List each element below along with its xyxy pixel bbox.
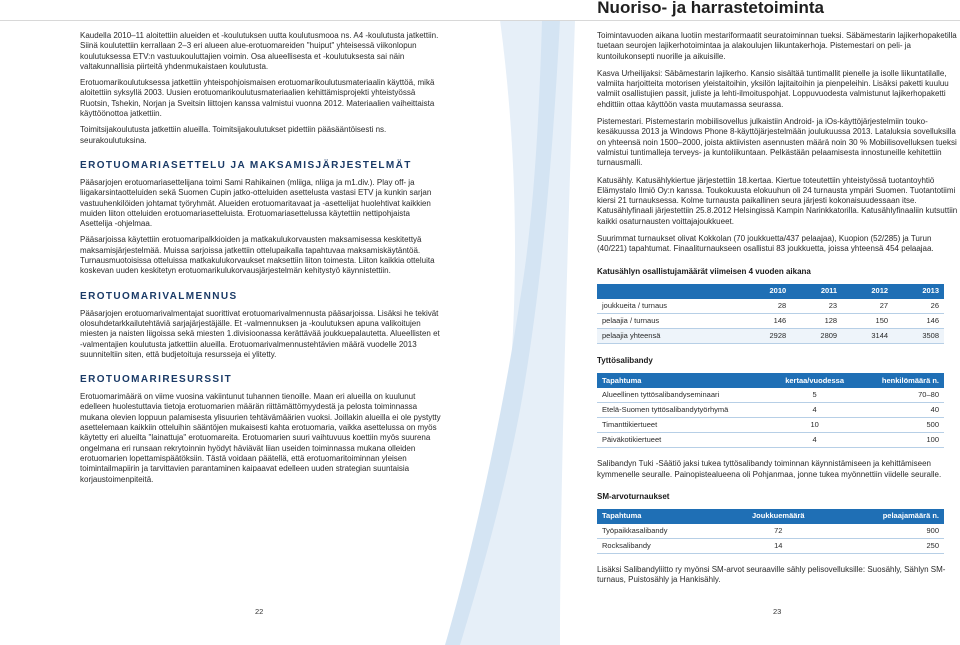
table-cell: 128	[791, 313, 842, 328]
table-row	[597, 299, 944, 314]
table-cell: Timanttikiertueet	[597, 418, 771, 433]
table-row	[597, 328, 944, 343]
intro-paragraph: Toimitsijakoulutusta jatkettiin alueilla. Toimitsijakoulutukset pidettiin pääsääntöisesti ns. seurakoulutuksina.	[80, 125, 387, 145]
table-header-cell: 2013	[893, 284, 944, 299]
section-heading: EROTUOMARIRESURSSIT	[80, 374, 233, 386]
section-paragraph: Pääsarjojen erotuomarivalmentajat suorittivat erotuomarivalmennusta pääsarjoissa. Lisäksi he tekivät olosuhdetarkkailutehtäviä sarjajärjestäjälle. Et -valmennuksen ja -koulutuksen apuna valikoitujen miesten ja naisten liigoissa sekä miesten 1.divisioonassa kerättävää joukkuepalautetta. Alueellisten et -valmentajien koulutusta jatkettiin alueilla. Erotuomarivalmennustehtävien määrä vuodelle 2013 suunniteltiin siten, että budjetoituja resursseja ei ylitetty.	[80, 308, 440, 359]
table-header-row	[597, 509, 944, 524]
table-cell: Alueellinen tyttösalibandyseminaari	[597, 388, 771, 403]
table-header-cell: pelaajamäärä n.	[831, 509, 944, 524]
section-paragraph: Erotuomarimäärä on viime vuosina vakiintunut tuhannen tienoille. Maan eri alueilla on kuulunut edelleen huolestuttavia tietoja erotuomarien määrän riittämättömyydestä ja pelosta toiminnassa mukana olevien loppuun palamisesta ylisuurien tehtävämäärien vuoksi. Joillakin alueilla ei ole pystytty asettelemaan kaikkiin otteluihin sääntöjen mukaisesti kahta erotuomaria, vaikka asettelussa on myös käytetty eri alueilta "lainattuja" erotuomareita. Erotuomarien suuri vaihtuvuus koettiin myös suurena ongelmana eri runsaan rekrytoinnin hyödyt häviävät liian useiden toiminnassa mukana olleiden erotuomarien lopettamispäätöksiin. Tästä voidaan päätellä, että erotuomaritoiminnan yleisen toimintailmapiirin ja tarvittavien parantaminen kaipaavat edelleen uuden strategian suuntaisia korjaustoimenpiteitä.	[80, 392, 441, 484]
table-cell: joukkueita / turnaus	[597, 299, 740, 314]
table-cell: 10	[771, 418, 859, 433]
table-row	[597, 433, 944, 448]
table-header-cell: Joukkuemäärä	[725, 509, 831, 524]
table-cell: 2928	[740, 328, 791, 343]
katusahly-participants-table	[597, 284, 944, 344]
table-row	[597, 524, 944, 539]
table-cell: 900	[831, 524, 944, 539]
table-header-cell: 2012	[842, 284, 893, 299]
intro-paragraph: Erotuomarikoulutuksessa jatkettiin yhteispohjoismaisen erotuomarikoulutusmateriaalin käyttöä, mikä aloitettiin syksyllä 2003. Uusien erotuomarikoulutusmateriaalien kehittämisprojekti yhteistyössä Ruotsin, Tshekin, Norjan ja Sveitsin liittojen kanssa valmistui vuonna 2012. Materiaalien vaiheittaista käyttöönottoa jatkettiin.	[80, 78, 435, 119]
table-cell: 40	[858, 403, 944, 418]
table-cell: Päiväkotikiertueet	[597, 433, 771, 448]
table-cell: 28	[740, 299, 791, 314]
table-cell: 5	[771, 388, 859, 403]
table-row	[597, 418, 944, 433]
body-paragraph: Lisäksi Salibandyliitto ry myönsi SM-arvot seuraaville sähly pelisovelluksille: Suosähly, Sählyn SM-turnaus, Puistosähly ja Hankisähly.	[597, 565, 946, 585]
tyttosalibandy-table	[597, 373, 944, 448]
table-cell: Etelä-Suomen tyttösalibandytyörhymä	[597, 403, 771, 418]
left-page-column	[80, 31, 442, 491]
table-cell: 150	[842, 313, 893, 328]
table-cell: 2809	[791, 328, 842, 343]
table-cell: 23	[791, 299, 842, 314]
table-title: Katusählyn osallistujamäärät viimeisen 4 vuoden aikana	[597, 266, 811, 276]
table-header-cell	[597, 284, 740, 299]
table-cell: 146	[740, 313, 791, 328]
table-header-cell: henkilömäärä n.	[858, 373, 944, 388]
body-paragraph: Salibandyn Tuki -Säätiö jaksi tukea tyttösalibandy toiminnan käynnistämiseen ja kehittämiseen kymmenelle seuralle. Painopistealueena oli Pohjanmaa, jonne tukea myönnettiin viidelle seuralle.	[597, 459, 942, 479]
section-heading: EROTUOMARIVALMENNUS	[80, 290, 238, 302]
intro-paragraph: Kaudella 2010–11 aloitettiin alueiden et -koulutuksen uutta koulutusmooa ns. A4 -koulutusta jatkettiin. Siinä koulutettiin kerrallaan 2–3 eri alueen alue-erotuomareiden "huiput" yhteisessä viikonlopun koulutuksessa ETV:n vastuukouluttajien voimin. Osa alueellisesta et -koulutuksesta sai näin valtakunnallisia piirteitä yhdenmukaistaen koulutusta.	[80, 31, 439, 71]
table-cell: 4	[771, 403, 859, 418]
table-header-cell: 2011	[791, 284, 842, 299]
table-cell: pelaajia / turnaus	[597, 313, 740, 328]
page-number-left: 22	[255, 607, 264, 616]
table-row	[597, 403, 944, 418]
table-cell: 27	[842, 299, 893, 314]
page-number-right: 23	[773, 607, 782, 616]
section-paragraph: Pääsarjoissa käytettiin erotuomaripalkkioiden ja matkakulukorvausten maksamisessa keskitettyä maksamisjärjestelmää. Muissa sarjoissa jatkettiin ottelupaikalla tapahtuvaa maksamiskäytäntöä. Turnausmuotoisissa otteluissa matkakulukorvaukset maksettiin liiton toimesta. Liiton kaikkia otteluita koskevan uuden keskitetyn erotuomarikulukorvausjärjestelmän kehitystyö käynnistettiin.	[80, 235, 435, 276]
table-cell: 100	[858, 433, 944, 448]
decorative-swoosh	[455, 20, 575, 645]
table-cell: pelaajia yhteensä	[597, 328, 740, 343]
body-paragraph: Katusähly. Katusählykiertue järjestettiin 18.kertaa. Kiertue toteutettiin yhteistyössä tuotantoyhtiö Elämystalo Ilmiö Oy:n kanssa. Toukokuusta elokuuhun oli 24 turnausta ympäri Suomen. Tuotantotiimi kiersi 21 turnauksessa. Kolme turnausta paikallinen seura järjesti kokonaisuudessaan itse. Katusählyfinaali järjestettiin 25.8.2012 Helsingissä Kampin Narinkkatorilla. Katusählyfinaaliin kutsuttiin kaikki osaturnausten voittajajoukkueet.	[597, 175, 958, 226]
table-cell: 72	[725, 524, 831, 539]
section-heading: EROTUOMARIASETTELU JA MAKSAMISJÄRJESTELMÄT	[80, 159, 412, 171]
table-cell: 500	[858, 418, 944, 433]
table-title: SM-arvoturnaukset	[597, 491, 670, 501]
table-cell: 4	[771, 433, 859, 448]
body-paragraph: Pistemestari. Pistemestarin mobiilisovellus julkaistiin Android- ja iOs-käyttöjärjestelmiin touko-kesäkuussa 2013 ja Windows Phone 8-käyttöjärjestelmään joulukuussa 2013. Lataluksia sovelluksilla on yhteensä noin 1500–2000, joista aktiivisten asennusten määrä noin 30 % Mobiilisovelluksen tueksi valmistui tuntimalleja terveys- ja kuntoliikuntaan. Pelkästään pelaamisesta innostuneille kehitettiin turnausmalli.	[597, 117, 957, 168]
section-paragraph: Pääsarjojen erotuomariasettelijana toimi Sami Rahikainen (mliiga, nliiga ja m1.div.). Play off- ja liigakarsintaotteluiden sekä Suomen Cupin jatko-otteluiden asettelusta vastasi ETV ja kunkin sarjan vastuuhenkilöiden johtamat työryhmät. Alueiden erotuomaritavaat ja -asettelijat huolehtivat kaikkien muiden liiton otteluiden erotuomariasetteluista. Erotuomariasettelussa käytettiin nettipohjaista Asettelija -ohjelmaa.	[80, 177, 432, 229]
table-title: Tyttösalibandy	[597, 355, 653, 365]
body-paragraph: Suurimmat turnaukset olivat Kokkolan (70 joukkuetta/437 pelaajaa), Kuopion (52/285) ja Turun (40/221) tapahtumat. Finaaliturnaukseen osallistui 83 joukkuetta, joissa yhteensä 454 pelaajaa.	[597, 234, 934, 254]
table-header-row	[597, 284, 944, 299]
table-row	[597, 539, 944, 554]
table-header-cell: Tapahtuma	[597, 373, 771, 388]
table-header-cell: kertaa/vuodessa	[771, 373, 859, 388]
table-cell: 70–80	[858, 388, 944, 403]
table-cell: 250	[831, 539, 944, 554]
table-header-cell: Tapahtuma	[597, 509, 725, 524]
decorative-swoosh-2	[445, 20, 560, 645]
table-cell: 146	[893, 313, 944, 328]
table-cell: 3508	[893, 328, 944, 343]
body-paragraph: Toimintavuoden aikana luotiin mestariformaatit seuratoiminnan tueksi. Säbämestarin lajikerhopaketilla tuetaan seurojen lajikerhotoimintaa ja alakoulujen liikuntakerhoja. Pistemestari on peli- ja kuntoilukonsepti nuorille ja aikuisille.	[597, 31, 957, 61]
right-page-column	[597, 31, 959, 593]
table-cell: 14	[725, 539, 831, 554]
page-title: Nuoriso- ja harrastetoiminta	[597, 0, 824, 17]
table-row	[597, 388, 944, 403]
page-header	[0, 0, 960, 21]
body-paragraph: Kasva Urheilijaksi: Säbämestarin lajikerho. Kansio sisältää tuntimallit pienelle ja isolle liikuntatilalle, valmiita harjoitteita motorisen yleistaitoihin, yksilön lajitaitoihin ja pienpeleihin. Lisäksi paketti kuuluu valmiit osallistujien passit, juliste ja lehti-ilmoituspohjat. Loppuvuodesta valmistunut lajikerhopaketti ehdittiin ottaa käyttöön vasta muutamassa seurassa.	[597, 68, 949, 109]
table-header-cell: 2010	[740, 284, 791, 299]
table-cell: 26	[893, 299, 944, 314]
table-cell: 3144	[842, 328, 893, 343]
sm-tournaments-table	[597, 509, 944, 554]
table-cell: Työpaikkasalibandy	[597, 524, 725, 539]
table-cell: Rocksalibandy	[597, 539, 725, 554]
table-row	[597, 313, 944, 328]
table-header-row	[597, 373, 944, 388]
